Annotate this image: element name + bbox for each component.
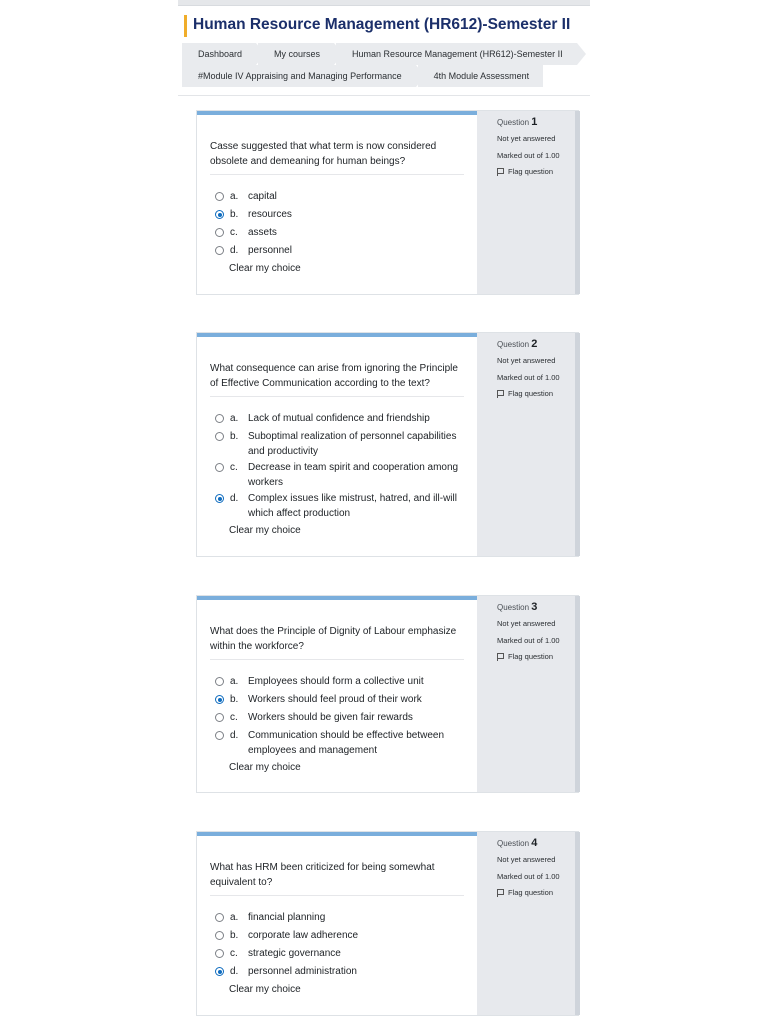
question-divider (210, 659, 464, 660)
breadcrumb (182, 43, 590, 87)
question-text: What consequence can arise from ignoring the Principle of Effective Communication according to the text? (210, 363, 458, 389)
question-card (196, 332, 579, 557)
radio-button[interactable] (215, 228, 224, 237)
radio-button-selected[interactable] (215, 967, 224, 976)
answer-option-c[interactable]: c. assets (215, 225, 475, 240)
answer-option-c[interactable]: c. strategic governance (215, 946, 475, 961)
clear-choice-link[interactable]: Clear my choice (229, 762, 301, 773)
radio-button-selected[interactable] (215, 695, 224, 704)
question-divider (210, 396, 464, 397)
radio-button[interactable] (215, 463, 224, 472)
question-text: What has HRM been criticized for being somewhat equivalent to? (210, 862, 435, 888)
answer-option-a[interactable]: a. capital (215, 189, 475, 204)
flag-icon (497, 390, 504, 398)
radio-button[interactable] (215, 414, 224, 423)
flag-question-button[interactable]: Flag question (497, 389, 553, 398)
question-state: Not yet answered (497, 855, 556, 864)
radio-button[interactable] (215, 731, 224, 740)
radio-button[interactable] (215, 246, 224, 255)
answer-option-b[interactable]: b. resources (215, 207, 475, 222)
question-card (196, 110, 579, 295)
breadcrumb-assessment[interactable]: 4th Module Assessment (418, 65, 544, 87)
answer-option-d[interactable]: d. personnel administration (215, 964, 475, 979)
question-content (197, 832, 477, 1015)
answer-option-a[interactable]: a. financial planning (215, 910, 475, 925)
radio-button[interactable] (215, 432, 224, 441)
question-number: Question 1 (497, 116, 538, 128)
flag-icon (497, 653, 504, 661)
question-content (197, 111, 477, 294)
question-info-panel (477, 333, 580, 556)
breadcrumb-my-courses[interactable]: My courses (258, 43, 334, 65)
question-card (196, 595, 579, 793)
page-header (178, 0, 590, 96)
question-divider (210, 895, 464, 896)
question-number: Question 3 (497, 601, 538, 613)
radio-button[interactable] (215, 949, 224, 958)
flag-question-button[interactable]: Flag question (497, 652, 553, 661)
radio-button[interactable] (215, 931, 224, 940)
question-mark: Marked out of 1.00 (497, 872, 560, 881)
radio-button[interactable] (215, 192, 224, 201)
top-strip (178, 0, 590, 6)
answer-option-d[interactable]: d. Complex issues like mistrust, hatred, and ill-will which affect production (215, 491, 475, 521)
radio-button[interactable] (215, 677, 224, 686)
answer-option-d[interactable]: d. personnel (215, 243, 475, 258)
question-state: Not yet answered (497, 356, 556, 365)
clear-choice-link[interactable]: Clear my choice (229, 525, 301, 536)
question-mark: Marked out of 1.00 (497, 373, 560, 382)
flag-icon (497, 168, 504, 176)
question-mark: Marked out of 1.00 (497, 151, 560, 160)
answer-option-b[interactable]: b. Workers should feel proud of their work (215, 692, 475, 707)
question-text: Casse suggested that what term is now considered obsolete and demeaning for human beings? (210, 141, 437, 167)
answer-option-a[interactable]: a. Lack of mutual confidence and friendship (215, 411, 475, 426)
flag-question-button[interactable]: Flag question (497, 167, 553, 176)
radio-button-selected[interactable] (215, 210, 224, 219)
question-mark: Marked out of 1.00 (497, 636, 560, 645)
clear-choice-link[interactable]: Clear my choice (229, 984, 301, 995)
question-state: Not yet answered (497, 619, 556, 628)
question-info-panel (477, 596, 580, 792)
question-content (197, 333, 477, 556)
question-info-panel (477, 832, 580, 1015)
breadcrumb-course[interactable]: Human Resource Management (HR612)-Semester II (336, 43, 577, 65)
flag-icon (497, 889, 504, 897)
question-text: What does the Principle of Dignity of Labour emphasize within the workforce? (210, 626, 457, 652)
radio-button-selected[interactable] (215, 494, 224, 503)
breadcrumb-dashboard[interactable]: Dashboard (182, 43, 256, 65)
question-divider (210, 174, 464, 175)
radio-button[interactable] (215, 913, 224, 922)
question-card (196, 831, 579, 1016)
breadcrumb-module[interactable]: #Module IV Appraising and Managing Performance (182, 65, 416, 87)
radio-button[interactable] (215, 713, 224, 722)
question-number: Question 4 (497, 837, 538, 849)
answer-option-a[interactable]: a. Employees should form a collective unit (215, 674, 475, 689)
question-number: Question 2 (497, 338, 538, 350)
clear-choice-link[interactable]: Clear my choice (229, 263, 301, 274)
answer-option-b[interactable]: b. corporate law adherence (215, 928, 475, 943)
answer-option-b[interactable]: b. Suboptimal realization of personnel capabilities and productivity (215, 429, 475, 459)
answer-option-c[interactable]: c. Decrease in team spirit and cooperation among workers (215, 460, 475, 490)
header-divider (178, 95, 590, 96)
flag-question-button[interactable]: Flag question (497, 888, 553, 897)
question-state: Not yet answered (497, 134, 556, 143)
answer-option-c[interactable]: c. Workers should be given fair rewards (215, 710, 475, 725)
question-info-panel (477, 111, 580, 294)
question-content (197, 596, 477, 792)
answer-option-d[interactable]: d. Communication should be effective between employees and management (215, 728, 475, 758)
page-title: Human Resource Management (HR612)-Semester II (184, 15, 590, 37)
